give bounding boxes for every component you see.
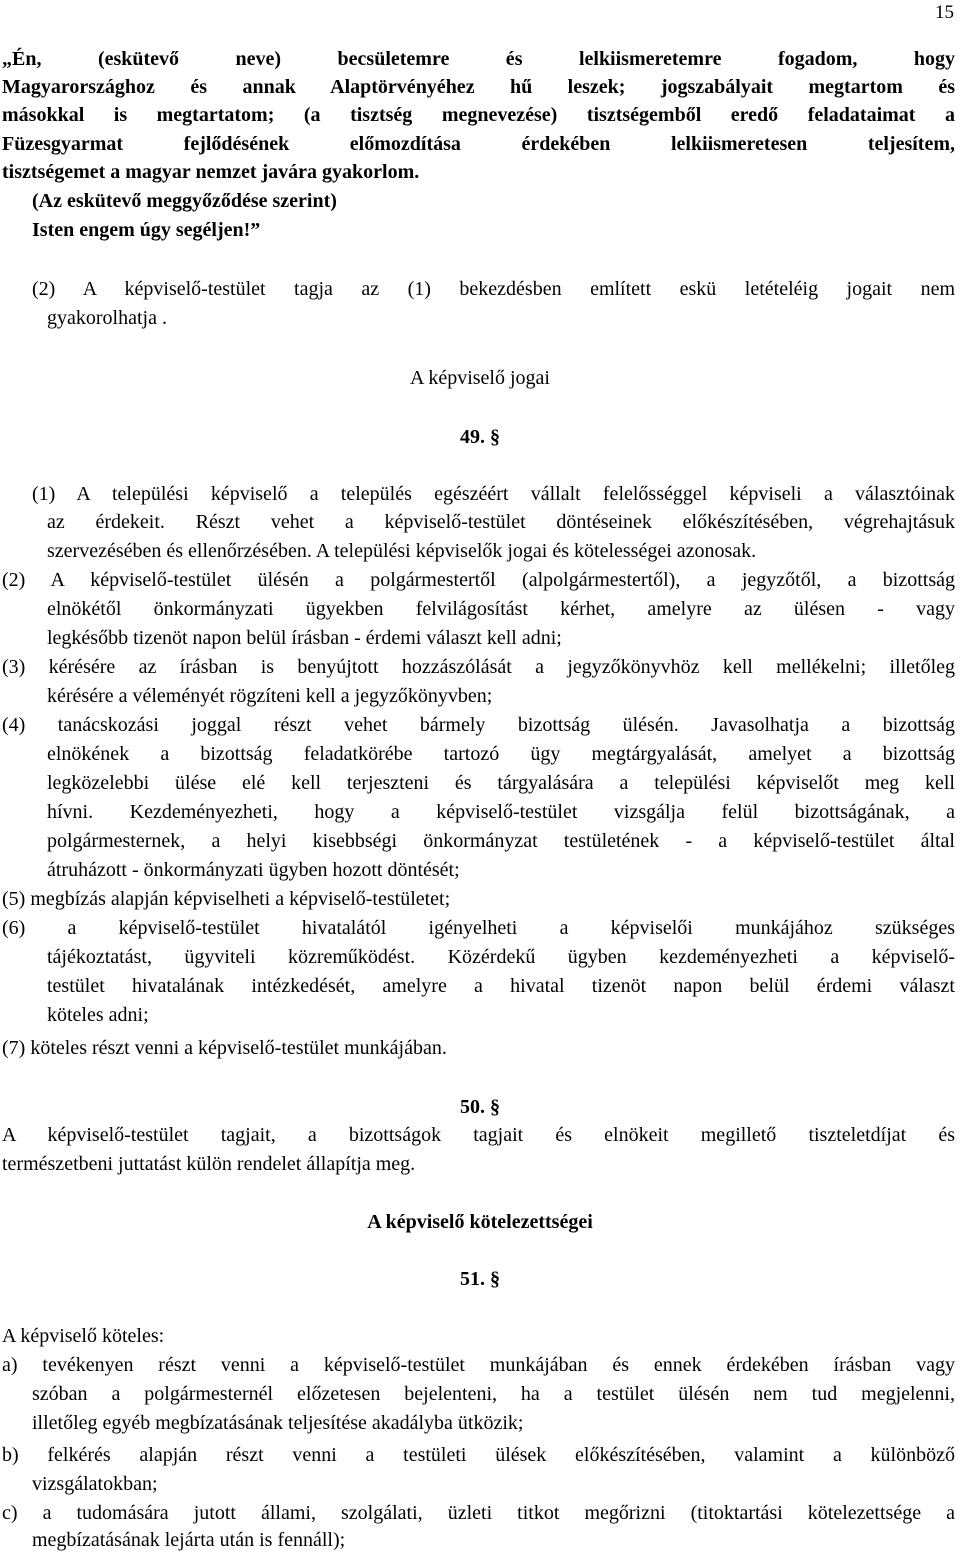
page-number: 15 [935, 2, 954, 23]
list-item-line: illetőleg egyéb megbízatásának teljesítése akadályba ütközik; [32, 1412, 524, 1434]
paragraph-line: testület hivatalának intézkedését, amelyre a hivatal tizenöt napon belül érdemi választ [47, 975, 955, 997]
section-number: 50. § [460, 1096, 500, 1118]
paragraph-line: tájékoztatást, ügyviteli közreműködést. Közérdekű ügyben kezdeményezheti a képviselő- [47, 946, 955, 968]
paragraph-line: köteles adni; [47, 1004, 149, 1026]
paragraph-line: kérésére a véleményét rögzíteni kell a jegyzőkönyvben; [47, 685, 493, 707]
paragraph-line: elnökétől önkormányzati ügyekben felvilágosítást kérhet, amelyre az ülésen - vagy [47, 598, 955, 620]
paragraph-line: szervezésében és ellenőrzésében. A települési képviselők jogai és kötelességei azonosak. [47, 540, 757, 562]
paragraph-line: A képviselő-testület tagjait, a bizottságok tagjait és elnökeit megillető tiszteletdíjat és [2, 1124, 955, 1146]
paragraph-line: természetbeni juttatást külön rendelet állapítja meg. [2, 1153, 416, 1175]
paragraph-line: (4) tanácskozási joggal részt vehet bármely bizottság ülésén. Javasolhatja a bizottság [2, 714, 955, 736]
list-item-line: a) tevékenyen részt venni a képviselő-testület munkájában és ennek érdekében írásban vagy [2, 1354, 955, 1376]
paragraph-line: elnökének a bizottság feladatkörébe tartozó ügy megtárgyalását, amelyet a bizottság [47, 743, 955, 765]
paragraph-line: (2) A képviselő-testület tagja az (1) bekezdésben említett eskü letételéig jogait nem [32, 278, 955, 300]
paragraph-line: legkésőbb tizenöt napon belül írásban - érdemi választ kell adni; [47, 627, 562, 649]
paragraph-line: (6) a képviselő-testület hivatalától igényelheti a képviselői munkájához szükséges [2, 917, 955, 939]
section-number: 51. § [460, 1268, 500, 1290]
paragraph-line: (5) megbízás alapján képviselheti a képviselő-testületet; [2, 888, 451, 910]
paragraph-line: (7) köteles részt venni a képviselő-testület munkájában. [2, 1037, 447, 1059]
oath-line: „Én, (eskütevő neve) becsületemre és lelkiismeretemre fogadom, hogy [2, 48, 955, 70]
section-number: 49. § [460, 426, 500, 448]
section-heading: A képviselő jogai [410, 367, 550, 389]
list-item-line: c) a tudomására jutott állami, szolgálati, üzleti titkot megőrizni (titoktartási kötelezettsége a [2, 1502, 955, 1524]
paragraph-line: gyakorolhatja . [47, 307, 167, 329]
paragraph-line: (2) A képviselő-testület ülésén a polgármestertől (alpolgármestertől), a jegyzőtől, a bizottság [2, 569, 955, 591]
paragraph-line: (1) A települési képviselő a település egészéért vállalt felelősséggel képviseli a választóinak [32, 483, 955, 505]
paragraph-line: polgármesternek, a helyi kisebbségi önkormányzat testületének - a képviselő-testület által [47, 830, 955, 852]
oath-line: Füzesgyarmat fejlődésének előmozdítása érdekében lelkiismeretesen teljesítem, [2, 133, 955, 155]
paragraph-line: (3) kérésére az írásban is benyújtott hozzászólását a jegyzőkönyvhöz kell mellékelni; illetőleg [2, 656, 955, 678]
oath-line: Isten engem úgy segéljen!” [32, 219, 261, 241]
list-item-line: megbízatásának lejárta után is fennáll); [32, 1529, 346, 1551]
oath-line: tisztségemet a magyar nemzet javára gyakorlom. [2, 161, 420, 183]
section-heading: A képviselő kötelezettségei [367, 1211, 593, 1233]
list-item-line: b) felkérés alapján részt venni a testületi ülések előkészítésében, valamint a különböző [2, 1444, 955, 1466]
oath-line: (Az eskütevő meggyőződése szerint) [32, 190, 337, 212]
oath-line: másokkal is megtartatom; (a tisztség megnevezése) tisztségemből eredő feladataimat a [2, 104, 955, 126]
oath-line: Magyarországhoz és annak Alaptörvényéhez hű leszek; jogszabályait megtartom és [2, 76, 955, 98]
paragraph-line: az érdekeit. Részt vehet a képviselő-testület döntéseinek előkészítésében, végrehajtásuk [47, 511, 955, 533]
paragraph-line: legközelebbi ülése elé kell terjeszteni és tárgyalására a települési képviselőt meg kell [47, 772, 955, 794]
paragraph-line: A képviselő köteles: [2, 1325, 165, 1347]
paragraph-line: átruházott - önkormányzati ügyben hozott döntését; [47, 859, 460, 881]
list-item-line: szóban a polgármesternél előzetesen bejelenteni, ha a testület ülésén nem tud megjelenni, [32, 1383, 955, 1405]
list-item-line: vizsgálatokban; [32, 1473, 158, 1495]
paragraph-line: hívni. Kezdeményezheti, hogy a képviselő-testület vizsgálja felül bizottságának, a [47, 801, 955, 823]
